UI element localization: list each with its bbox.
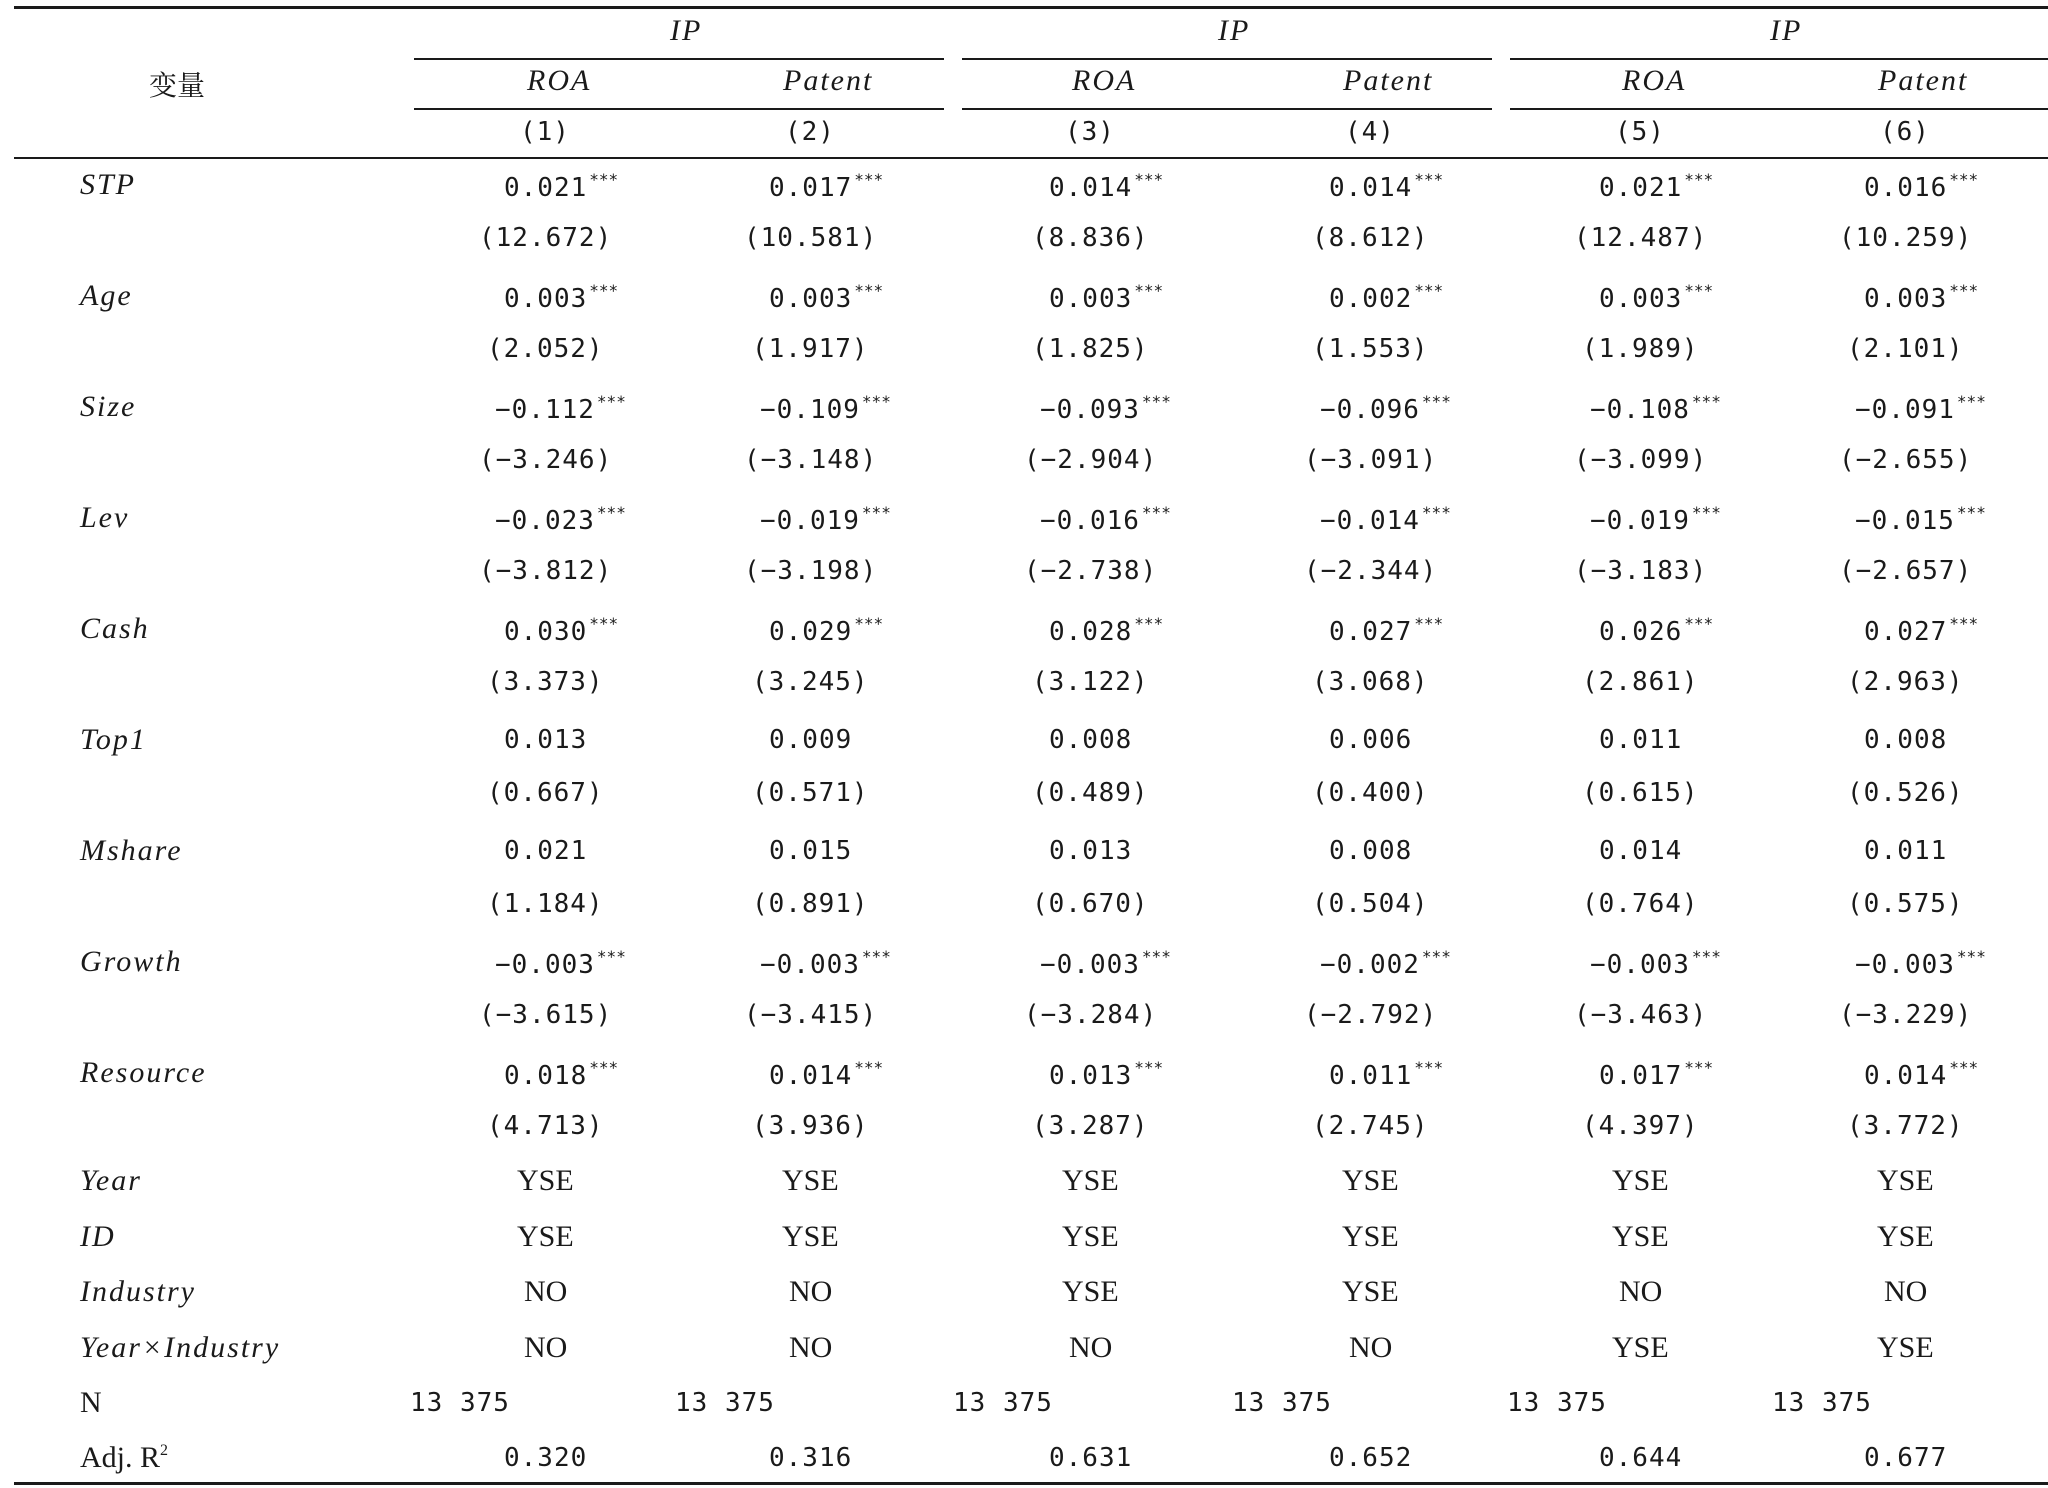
significance-stars: ***	[1141, 392, 1171, 411]
control-label: Industry	[80, 1275, 196, 1308]
coefficient-value: 0.003	[769, 284, 853, 314]
row-label: Cash	[80, 612, 150, 645]
coefficient-cell	[1855, 392, 1986, 425]
group-rule-2	[962, 58, 1492, 60]
coefficient-value: 0.017	[769, 173, 853, 203]
t-stat-cell: (−3.091)	[1304, 445, 1438, 475]
subhead-header: Patent	[1343, 64, 1434, 97]
significance-stars: ***	[1691, 503, 1721, 522]
t-stat-cell: (−2.657)	[1839, 556, 1973, 586]
coefficient-value: −0.019	[1590, 506, 1690, 536]
control-value: YSE	[782, 1220, 839, 1253]
coefficient-value: 0.021	[1599, 173, 1683, 203]
t-stat-cell: (0.615)	[1582, 778, 1699, 808]
row-label: Growth	[80, 945, 183, 978]
coefficient-value: 0.013	[1049, 836, 1133, 866]
row-label: Mshare	[80, 834, 183, 867]
group-header: IP	[670, 14, 703, 47]
column-number: (3)	[1065, 117, 1115, 147]
coefficient-cell	[769, 725, 852, 755]
group-header: IP	[1218, 14, 1251, 47]
coefficient-cell	[1040, 947, 1171, 980]
t-stat-cell: (3.122)	[1032, 667, 1149, 697]
coefficient-cell	[1320, 503, 1451, 536]
significance-stars: ***	[596, 947, 626, 966]
significance-stars: ***	[1684, 614, 1714, 633]
subhead-rule-2	[962, 108, 1492, 110]
significance-stars: ***	[1414, 281, 1444, 300]
control-value: NO	[1069, 1331, 1113, 1364]
row-label: Resource	[80, 1056, 207, 1089]
coefficient-cell	[1329, 170, 1443, 203]
coefficient-cell	[504, 1058, 618, 1091]
adj-r2-value: 0.652	[1329, 1443, 1413, 1473]
row-label: Lev	[80, 501, 130, 534]
significance-stars: ***	[589, 170, 619, 189]
coefficient-cell	[1599, 1058, 1713, 1091]
t-stat-cell: (2.101)	[1847, 334, 1964, 364]
control-value: NO	[1349, 1331, 1393, 1364]
group-rule-3	[1510, 58, 2048, 60]
t-stat-cell: (2.052)	[487, 334, 604, 364]
column-number: (5)	[1615, 117, 1665, 147]
t-stat-cell: (1.825)	[1032, 334, 1149, 364]
coefficient-value: 0.021	[504, 173, 588, 203]
column-number: (6)	[1880, 117, 1930, 147]
coefficient-cell	[1049, 170, 1163, 203]
adj-r2-value: 0.631	[1049, 1443, 1133, 1473]
coefficient-cell	[1864, 170, 1978, 203]
significance-stars: ***	[589, 1058, 619, 1077]
t-stat-cell: (3.245)	[752, 667, 869, 697]
n-value: 13 375	[675, 1388, 775, 1418]
coefficient-value: 0.014	[1864, 1061, 1948, 1091]
coefficient-value: 0.009	[769, 725, 853, 755]
n-value: 13 375	[1507, 1388, 1607, 1418]
significance-stars: ***	[1956, 947, 1986, 966]
control-value: YSE	[1612, 1164, 1669, 1197]
coefficient-cell	[504, 281, 618, 314]
control-value: YSE	[1342, 1164, 1399, 1197]
t-stat-cell: (2.745)	[1312, 1111, 1429, 1141]
coefficient-value: 0.002	[1329, 284, 1413, 314]
coefficient-cell	[1864, 281, 1978, 314]
control-value: YSE	[1877, 1164, 1934, 1197]
coefficient-cell	[1040, 392, 1171, 425]
t-stat-cell: (−3.183)	[1574, 556, 1708, 586]
column-number: (1)	[520, 117, 570, 147]
coefficient-value: −0.015	[1855, 506, 1955, 536]
coefficient-cell	[1599, 281, 1713, 314]
coefficient-cell	[1040, 503, 1171, 536]
t-stat-cell: (4.713)	[487, 1111, 604, 1141]
header-bottom-rule	[14, 157, 2048, 159]
coefficient-value: −0.003	[1590, 950, 1690, 980]
coefficient-cell	[1599, 836, 1682, 866]
coefficient-value: 0.017	[1599, 1061, 1683, 1091]
coefficient-value: 0.021	[504, 836, 588, 866]
t-stat-cell: (−2.792)	[1304, 1000, 1438, 1030]
control-value: NO	[789, 1275, 833, 1308]
coefficient-value: 0.029	[769, 617, 853, 647]
coefficient-value: −0.003	[1040, 950, 1140, 980]
coefficient-cell	[1049, 725, 1132, 755]
t-stat-cell: (4.397)	[1582, 1111, 1699, 1141]
subhead-header: ROA	[527, 64, 592, 97]
adj-r2-value: 0.316	[769, 1443, 853, 1473]
coefficient-cell	[1590, 392, 1721, 425]
group-rule-1	[414, 58, 944, 60]
t-stat-cell: (0.667)	[487, 778, 604, 808]
coefficient-cell	[1590, 947, 1721, 980]
coefficient-value: −0.002	[1320, 950, 1420, 980]
coefficient-cell	[1329, 1058, 1443, 1091]
coefficient-value: 0.016	[1864, 173, 1948, 203]
t-stat-cell: (−3.463)	[1574, 1000, 1708, 1030]
coefficient-cell	[504, 614, 618, 647]
adj-r2-value: 0.320	[504, 1443, 588, 1473]
coefficient-cell	[1599, 725, 1682, 755]
t-stat-cell: (−3.198)	[744, 556, 878, 586]
significance-stars: ***	[861, 392, 891, 411]
coefficient-value: 0.026	[1599, 617, 1683, 647]
coefficient-cell	[1049, 281, 1163, 314]
control-value: NO	[1884, 1275, 1928, 1308]
row-label: Age	[80, 279, 133, 312]
coefficient-value: 0.014	[1049, 173, 1133, 203]
n-value: 13 375	[1232, 1388, 1332, 1418]
row-label: STP	[80, 168, 137, 201]
significance-stars: ***	[1414, 614, 1444, 633]
significance-stars: ***	[596, 392, 626, 411]
coefficient-cell	[1864, 725, 1947, 755]
t-stat-cell: (0.575)	[1847, 889, 1964, 919]
coefficient-cell	[769, 281, 883, 314]
coefficient-cell	[760, 503, 891, 536]
significance-stars: ***	[1684, 1058, 1714, 1077]
coefficient-cell	[1320, 392, 1451, 425]
column-number: (4)	[1345, 117, 1395, 147]
t-stat-cell: (10.581)	[744, 223, 878, 253]
t-stat-cell: (10.259)	[1839, 223, 1973, 253]
coefficient-cell	[1320, 947, 1451, 980]
t-stat-cell: (−2.738)	[1024, 556, 1158, 586]
significance-stars: ***	[589, 614, 619, 633]
significance-stars: ***	[1421, 947, 1451, 966]
significance-stars: ***	[854, 614, 884, 633]
coefficient-value: 0.011	[1599, 725, 1683, 755]
t-stat-cell: (0.764)	[1582, 889, 1699, 919]
t-stat-cell: (12.672)	[479, 223, 613, 253]
coefficient-cell	[760, 392, 891, 425]
significance-stars: ***	[1956, 503, 1986, 522]
coefficient-value: −0.003	[760, 950, 860, 980]
control-value: YSE	[1342, 1275, 1399, 1308]
significance-stars: ***	[596, 503, 626, 522]
coefficient-cell	[495, 947, 626, 980]
row-label: Top1	[80, 723, 147, 756]
bottom-rule	[14, 1482, 2048, 1485]
coefficient-cell	[1329, 836, 1412, 866]
t-stat-cell: (0.571)	[752, 778, 869, 808]
coefficient-value: 0.011	[1329, 1061, 1413, 1091]
t-stat-cell: (0.526)	[1847, 778, 1964, 808]
significance-stars: ***	[1414, 1058, 1444, 1077]
coefficient-cell	[769, 1058, 883, 1091]
significance-stars: ***	[1134, 281, 1164, 300]
t-stat-cell: (−3.615)	[479, 1000, 613, 1030]
subhead-header: Patent	[783, 64, 874, 97]
significance-stars: ***	[1684, 281, 1714, 300]
control-value: YSE	[1062, 1164, 1119, 1197]
t-stat-cell: (1.184)	[487, 889, 604, 919]
significance-stars: ***	[589, 281, 619, 300]
coefficient-value: 0.013	[504, 725, 588, 755]
coefficient-value: 0.008	[1049, 725, 1133, 755]
coefficient-value: 0.003	[1864, 284, 1948, 314]
variable-header: 变量	[149, 69, 206, 102]
control-label: Year	[80, 1164, 142, 1197]
significance-stars: ***	[1134, 1058, 1164, 1077]
significance-stars: ***	[1134, 614, 1164, 633]
t-stat-cell: (12.487)	[1574, 223, 1708, 253]
significance-stars: ***	[1141, 503, 1171, 522]
t-stat-cell: (−3.099)	[1574, 445, 1708, 475]
significance-stars: ***	[854, 1058, 884, 1077]
coefficient-cell	[769, 836, 852, 866]
t-stat-cell: (0.400)	[1312, 778, 1429, 808]
control-value: YSE	[782, 1164, 839, 1197]
t-stat-cell: (−3.246)	[479, 445, 613, 475]
significance-stars: ***	[1141, 947, 1171, 966]
coefficient-value: −0.003	[1855, 950, 1955, 980]
t-stat-cell: (−3.148)	[744, 445, 878, 475]
t-stat-cell: (1.917)	[752, 334, 869, 364]
t-stat-cell: (3.287)	[1032, 1111, 1149, 1141]
t-stat-cell: (8.836)	[1032, 223, 1149, 253]
coefficient-value: 0.014	[1329, 173, 1413, 203]
adj-r2-label	[80, 1441, 168, 1475]
t-stat-cell: (−3.229)	[1839, 1000, 1973, 1030]
coefficient-cell	[1855, 503, 1986, 536]
coefficient-cell	[504, 836, 587, 866]
coefficient-cell	[1864, 614, 1978, 647]
coefficient-value: 0.008	[1329, 836, 1413, 866]
control-value: YSE	[517, 1164, 574, 1197]
t-stat-cell: (1.553)	[1312, 334, 1429, 364]
adj-r2-value: 0.677	[1864, 1443, 1948, 1473]
adj-r2-superscript: 2	[160, 1442, 169, 1459]
t-stat-cell: (−2.904)	[1024, 445, 1158, 475]
control-value: NO	[789, 1331, 833, 1364]
adj-r2-value: 0.644	[1599, 1443, 1683, 1473]
significance-stars: ***	[1949, 614, 1979, 633]
control-value: YSE	[1877, 1331, 1934, 1364]
coefficient-value: 0.003	[1049, 284, 1133, 314]
coefficient-value: 0.015	[769, 836, 853, 866]
t-stat-cell: (8.612)	[1312, 223, 1429, 253]
coefficient-value: 0.003	[1599, 284, 1683, 314]
group-header: IP	[1770, 14, 1803, 47]
control-value: YSE	[1612, 1331, 1669, 1364]
adj-r2-label-text: Adj. R	[80, 1441, 161, 1474]
coefficient-cell	[1329, 614, 1443, 647]
coefficient-value: 0.006	[1329, 725, 1413, 755]
significance-stars: ***	[1949, 170, 1979, 189]
significance-stars: ***	[1684, 170, 1714, 189]
coefficient-value: 0.013	[1049, 1061, 1133, 1091]
subhead-header: ROA	[1072, 64, 1137, 97]
control-value: NO	[524, 1331, 568, 1364]
control-value: YSE	[1342, 1220, 1399, 1253]
coefficient-cell	[504, 725, 587, 755]
significance-stars: ***	[1956, 392, 1986, 411]
significance-stars: ***	[854, 281, 884, 300]
coefficient-value: 0.008	[1864, 725, 1948, 755]
top-rule	[14, 6, 2048, 9]
coefficient-cell	[504, 170, 618, 203]
coefficient-value: 0.003	[504, 284, 588, 314]
control-value: NO	[524, 1275, 568, 1308]
significance-stars: ***	[1949, 281, 1979, 300]
coefficient-value: −0.091	[1855, 395, 1955, 425]
t-stat-cell: (2.861)	[1582, 667, 1699, 697]
coefficient-cell	[769, 170, 883, 203]
control-label: ID	[80, 1220, 116, 1253]
coefficient-cell	[1329, 725, 1412, 755]
control-value: YSE	[1062, 1220, 1119, 1253]
coefficient-value: −0.109	[760, 395, 860, 425]
coefficient-cell	[495, 392, 626, 425]
t-stat-cell: (−3.812)	[479, 556, 613, 586]
t-stat-cell: (1.989)	[1582, 334, 1699, 364]
coefficient-value: −0.112	[495, 395, 595, 425]
significance-stars: ***	[1691, 392, 1721, 411]
coefficient-value: −0.023	[495, 506, 595, 536]
control-label: Year×Industry	[80, 1331, 281, 1364]
coefficient-value: −0.096	[1320, 395, 1420, 425]
significance-stars: ***	[1414, 170, 1444, 189]
coefficient-cell	[1855, 947, 1986, 980]
control-value: YSE	[1877, 1220, 1934, 1253]
significance-stars: ***	[1691, 947, 1721, 966]
n-value: 13 375	[953, 1388, 1053, 1418]
coefficient-cell	[1329, 281, 1443, 314]
coefficient-cell	[1590, 503, 1721, 536]
coefficient-value: 0.028	[1049, 617, 1133, 647]
coefficient-cell	[769, 614, 883, 647]
coefficient-value: 0.014	[769, 1061, 853, 1091]
t-stat-cell: (3.936)	[752, 1111, 869, 1141]
coefficient-value: −0.003	[495, 950, 595, 980]
t-stat-cell: (3.772)	[1847, 1111, 1964, 1141]
t-stat-cell: (−2.344)	[1304, 556, 1438, 586]
column-number: (2)	[785, 117, 835, 147]
coefficient-value: 0.018	[504, 1061, 588, 1091]
control-value: NO	[1619, 1275, 1663, 1308]
t-stat-cell: (3.373)	[487, 667, 604, 697]
coefficient-cell	[1864, 836, 1947, 866]
t-stat-cell: (3.068)	[1312, 667, 1429, 697]
coefficient-cell	[1049, 614, 1163, 647]
n-value: 13 375	[410, 1388, 510, 1418]
n-value: 13 375	[1772, 1388, 1872, 1418]
coefficient-value: 0.030	[504, 617, 588, 647]
t-stat-cell: (−2.655)	[1839, 445, 1973, 475]
subhead-header: Patent	[1878, 64, 1969, 97]
t-stat-cell: (0.670)	[1032, 889, 1149, 919]
coefficient-value: 0.027	[1329, 617, 1413, 647]
t-stat-cell: (−3.415)	[744, 1000, 878, 1030]
subhead-rule-1	[414, 108, 944, 110]
t-stat-cell: (0.891)	[752, 889, 869, 919]
subhead-rule-3	[1510, 108, 2048, 110]
t-stat-cell: (0.504)	[1312, 889, 1429, 919]
coefficient-value: 0.011	[1864, 836, 1948, 866]
significance-stars: ***	[1134, 170, 1164, 189]
coefficient-cell	[1049, 1058, 1163, 1091]
coefficient-cell	[1049, 836, 1132, 866]
coefficient-cell	[760, 947, 891, 980]
coefficient-value: −0.108	[1590, 395, 1690, 425]
significance-stars: ***	[1949, 1058, 1979, 1077]
coefficient-cell	[1599, 170, 1713, 203]
significance-stars: ***	[1421, 392, 1451, 411]
control-value: YSE	[1062, 1275, 1119, 1308]
significance-stars: ***	[1421, 503, 1451, 522]
n-label: N	[80, 1386, 102, 1419]
significance-stars: ***	[854, 170, 884, 189]
coefficient-value: 0.027	[1864, 617, 1948, 647]
coefficient-cell	[1864, 1058, 1978, 1091]
coefficient-cell	[495, 503, 626, 536]
coefficient-cell	[1599, 614, 1713, 647]
significance-stars: ***	[861, 947, 891, 966]
control-value: YSE	[517, 1220, 574, 1253]
t-stat-cell: (2.963)	[1847, 667, 1964, 697]
coefficient-value: −0.014	[1320, 506, 1420, 536]
coefficient-value: 0.014	[1599, 836, 1683, 866]
control-value: YSE	[1612, 1220, 1669, 1253]
t-stat-cell: (0.489)	[1032, 778, 1149, 808]
subhead-header: ROA	[1622, 64, 1687, 97]
row-label: Size	[80, 390, 137, 423]
t-stat-cell: (−3.284)	[1024, 1000, 1158, 1030]
coefficient-value: −0.093	[1040, 395, 1140, 425]
significance-stars: ***	[861, 503, 891, 522]
coefficient-value: −0.019	[760, 506, 860, 536]
coefficient-value: −0.016	[1040, 506, 1140, 536]
